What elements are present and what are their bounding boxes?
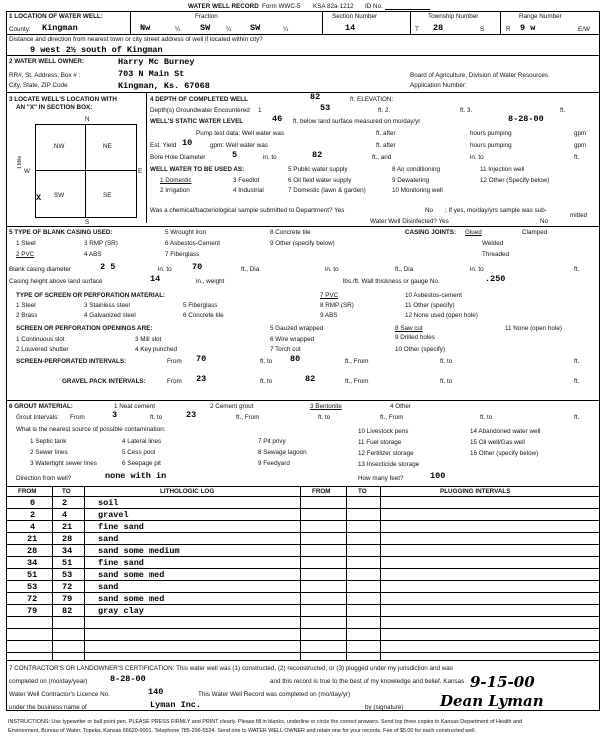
distance-label: Distance and direction from nearest town or city street address of well if located within city? — [9, 36, 263, 43]
section-grid — [35, 124, 137, 218]
record-date-value: 9-15-00 — [470, 673, 535, 691]
application-number-label: Application Number: — [410, 82, 467, 89]
casing-diameter-value: 2 5 — [100, 262, 116, 272]
section2-label: 2 WATER WELL OWNER: — [9, 58, 84, 65]
section3-label-2: AN "X" IN SECTION BOX: — [16, 104, 93, 111]
range-value: 9 w — [520, 23, 536, 33]
perf-from-value: 70 — [196, 354, 207, 364]
gauge-value: .250 — [485, 274, 506, 284]
township-value: 28 — [433, 23, 444, 33]
address-value: 703 N Main St — [118, 69, 185, 79]
how-many-feet-value: 100 — [430, 471, 446, 481]
board-text: Board of Agriculture, Division of Water Resources — [410, 72, 549, 79]
certification-text: 7 CONTRACTOR'S OR LANDOWNER'S CERTIFICATION: This water well was (1) constructed, (2) reconstructed, or (3) plugged under my jurisdiction and was — [9, 665, 453, 672]
screen-pvc-selected: 7 PVC — [320, 292, 339, 299]
section3-label: 3 LOCATE WELL'S LOCATION WITH — [9, 96, 117, 103]
owner-value: Harry Mc Burney — [118, 57, 195, 67]
section5-label: 5 TYPE OF BLANK CASING USED: — [9, 229, 113, 236]
opening-saw-cut-selected: 8 Saw cut — [395, 325, 423, 332]
city-label: City, State, ZIP Code — [9, 82, 68, 89]
section-number-label: Section Number — [332, 13, 378, 20]
id-label: ID No. — [365, 3, 383, 10]
static-level-value: 46 — [272, 114, 283, 124]
depth-value: 82 — [310, 92, 321, 102]
range-label: Range Number — [519, 13, 562, 20]
grout-to-value: 23 — [186, 410, 197, 420]
gravel-from-value: 23 — [196, 374, 207, 384]
quarter-2: SW — [200, 23, 211, 33]
static-date-value: 8-28-00 — [508, 114, 544, 124]
township-label: Township Number — [428, 13, 479, 20]
perf-to-value: 80 — [290, 354, 301, 364]
joints-glued-selected: Glued — [465, 229, 482, 236]
contractor-signature: Dean Lyman — [440, 692, 544, 710]
gravel-to-value: 82 — [305, 374, 316, 384]
county-label: County: — [9, 26, 31, 33]
section6-label: 6 GROUT MATERIAL: — [9, 403, 73, 410]
location-x-mark: X — [36, 193, 42, 203]
section1-label: 1 LOCATION OF WATER WELL: — [9, 13, 103, 20]
business-name-value: Lyman Inc. — [150, 700, 202, 710]
use-domestic-selected: 1 Domestic — [160, 177, 192, 184]
fraction-label: Fraction — [195, 13, 218, 20]
form-title: WATER WELL RECORD — [188, 3, 259, 10]
section4-label: 4 DEPTH OF COMPLETED WELL — [150, 96, 248, 103]
distance-value: 9 west 2½ south of Kingman — [30, 45, 163, 55]
quarter-3: SW — [250, 23, 261, 33]
form-number: Form WWC-5 — [262, 3, 301, 10]
completed-date-value: 8-28-00 — [110, 674, 146, 684]
footer-instructions-2: Environment, Bureau of Water, Topeka, Kansas 66620-0001. Telephone 785-296-5524. Send one to WATER WELL OWNER and retain one for your records. Fee of $5.00 for each constructed well. — [8, 728, 477, 734]
footer-instructions-1: INSTRUCTIONS: Use typewriter or ball point pen. PLEASE PRESS FIRMLY and PRINT clearly. Please fill in blanks, underline or circle the correct answers. Send top three copies to Kansas Department of Health and — [8, 719, 523, 725]
bore-depth-value: 82 — [312, 150, 323, 160]
groundwater-value: 53 — [320, 103, 331, 113]
grout-from-value: 3 — [112, 410, 118, 420]
casing-pvc-selected: 2 PVC — [16, 251, 35, 258]
est-yield-value: 10 — [182, 138, 193, 148]
licence-number-value: 140 — [148, 687, 164, 697]
casing-to-value: 70 — [192, 262, 203, 272]
ksa-reference: KSA 82a-1212 — [313, 3, 354, 10]
section-value: 14 — [345, 23, 356, 33]
water-well-record-form: WATER WELL RECORD Form WWC-5 KSA 82a-1212 ID No. 1 LOCATION OF WATER WELL: Fraction Section Number Township Number Range Number County: Kingman Nw ¼ SW ¼ SW ¼ 14 T 28 S R 9 w E/W Distance and direction from nearest town or city street address of well if located within city? 9 west 2½ south of Kingman 2 WATER WELL OWNER: RR#, St. Address, Box # : City, State, ZIP Code Harry Mc Burney 703 N Main St Kingman, Ks. 67068 Board of Agriculture, Division of Water Resources Application Number: 3 LOCATE WELL'S LOCATION WITH AN "X" IN SECTION BOX: N S W E 1 Mile NW NE SW SE X 4 DEPTH OF COMPLETED WELL 82 ft. ELEVATION: Depth(s) Groundwater Encountered 1 53 ft. 2. ft. 3. ft. WELL'S STATIC WATER LEVEL 46 ft. below land surface measured on mo/day/yr 8-28-00 Pump test data: Well water was ft. after hours pumping gpm Est. Yield 10 gpm: Well water was ft. after hours pumping gpm Bore Hole Diameter 5 in. to 82 ft., and in. to ft. WELL WATER TO BE USED AS: 1 Domestic 2 Irrigation 3 Feedlot 4 Industrial 5 Public water supply 6 Oil field water supply 7 Domestic (lawn & garden) 8 Air conditioning 9 Dewatering 10 Monitoring well 11 Injection well 12 Other (Specify below) Was a chemical/bacteriological sample submitted to Department? Yes No ; If yes, mo/day/yrs sample was sub- mitted Water Well Disinfected? Yes No 5 TYPE OF BLANK CASING USED: 1 Steel 2 PVC 3 RMP (SR) 4 ABS 5 Wrought iron 6 Asbestos-Cement 7 Fiberglass 8 Concrete tile 9 Other (specify below) CASING JOINTS: Glued Clamped Welded Threaded Blank casing diameter 2 5 in. to 70 ft., Dia in. to ft., Dia in. to ft. Casing height above land surface 14 in., weight lbs./ft. Wall thickness or gauge No. .250 TYPE OF SCREEN OR PERFORATION MATERIAL: 1 Steel 2 Brass 3 Stainless steel 4 Galvanized steel 5 Fiberglass 6 Concrete tile 7 PVC 8 RMP (SR) 9 ABS 10 Asbestos-cement 11 Other (specify) 12 None used (open hole) SCREEN OR PERFORATION OPENINGS ARE: 1 Continuous slot 2 Louvered shutter 3 Mill slot 4 Key punched 5 Gauzed wrapped 6 Wire wrapped 7 Torch cut 8 Saw cut 9 Drilled holes 10 Other (specify) 11 None (open hole) SCREEN-PERFORATED INTERVALS: From 70 ft. to 80 ft., From ft. to ft. GRAVEL PACK INTERVALS: From 23 ft. to 82 ft., From ft. to ft. 6 GROUT MATERIAL: 1 Neat cement 2 Cement grout 3 Bentonite 4 Other Grout Intervals: From 3 ft. to 23 ft., From ft. to ft., From ft. to ft. What is the nearest source of possible contamination: 1 Septic tank 2 Sewer lines 3 Watertight sewer lines 4 Lateral lines 5 Cess pool 6 Seepage pit 7 Pit privy 8 Sewage lagoon 9 Feedyard 10 Livestock pens 11 Fuel storage 12 Fertilizer storage 13 Insecticide storage 14 Abandoned water well 15 Oil well/Gas well 16 Other (specify below) Direction from well? none with in How many feet? 100 FROM TO LITHOLOGIC LOG FROM TO PLUGGING INTERVALS 0 2 soil 2 4 gravel 4 21 fine sand 21 28 sand 28 34 sand some medium 34 51 fine sand 51 53 sand some med 53 72 sand 72 79 sand some med 79 82 gray clay 7 CONTRACTOR'S OR LANDOWNER'S CERTIFICATION: This water well was (1) constructed, (2) reconstructed, or (3) plugged under my jurisdiction and was completed on (mo/day/year) 8-28-00 and this record is true to the best of my knowledge and belief. Kansas Water Well Contractor's Licence No. 140 This Water Well Record was completed on (mo/day/yr) 9-15-00 under the business name of Lyman Inc. by (signature) Dean Lyman INSTRUCTIONS: Use typewriter or ball point pen. PLEASE PRESS FIRMLY and PRINT clearly. Please fill in blanks, underline or circle the correct answers. Send top three copies to Kansas Department of Health and Environment, Bureau of Water, Topeka, Kansas 66620-0001. Telephone 785-296-5524. Send one to WATER WELL OWNER and retain one for your records. Fee of $5.00 for each constructed well. — [0, 0, 606, 746]
quarter-1: Nw — [140, 23, 151, 33]
bore-diameter-value: 5 — [232, 150, 238, 160]
grout-bentonite-selected: 3 Bentonite — [310, 403, 342, 410]
casing-height-value: 14 — [150, 274, 161, 284]
direction-value: none with in — [105, 471, 167, 481]
address-label: RR#, St. Address, Box # : — [9, 72, 81, 79]
county-value: Kingman — [42, 23, 78, 33]
city-value: Kingman, Ks. 67068 — [118, 81, 210, 91]
